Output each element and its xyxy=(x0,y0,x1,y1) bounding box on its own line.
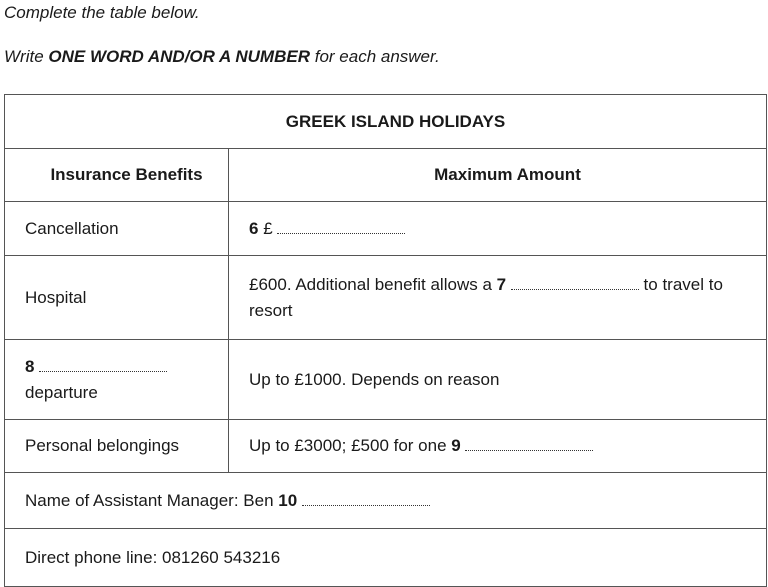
manager-text-before: Name of Assistant Manager: Ben xyxy=(25,490,279,510)
benefit-cancellation: Cancellation xyxy=(5,202,229,256)
currency-symbol: £ xyxy=(263,218,273,238)
table-title-row xyxy=(5,95,767,149)
question-number-6: 6 xyxy=(249,218,259,238)
benefit-personal-belongings: Personal belongings xyxy=(5,420,229,473)
table-row xyxy=(5,529,767,587)
benefit-departure xyxy=(5,340,229,420)
instruction-line-1: Complete the table below. xyxy=(4,3,200,22)
amount-personal-belongings xyxy=(229,420,767,473)
answer-blank-9[interactable] xyxy=(465,438,593,451)
instruction-word-limit: ONE WORD AND/OR A NUMBER xyxy=(48,47,310,66)
instruction-prefix: Write xyxy=(4,47,49,66)
personal-text-before: Up to £3000; £500 for one xyxy=(249,436,452,455)
hospital-text-after: to travel to resort xyxy=(249,274,723,320)
amount-hospital xyxy=(229,256,767,340)
header-insurance-benefits: Insurance Benefits xyxy=(5,149,229,202)
direct-phone-line: Direct phone line: 081260 543216 xyxy=(5,529,767,587)
benefit-hospital: Hospital xyxy=(5,256,229,340)
table-row xyxy=(5,420,767,473)
answer-blank-7[interactable] xyxy=(511,277,639,290)
table-header-row xyxy=(5,149,767,202)
header-maximum-amount: Maximum Amount xyxy=(229,149,767,202)
question-number-8: 8 xyxy=(25,356,35,376)
hospital-text-before: £600. Additional benefit allows a xyxy=(249,274,497,294)
answer-blank-6[interactable] xyxy=(277,221,405,234)
instruction-line-2 xyxy=(4,47,440,67)
answer-blank-10[interactable] xyxy=(302,493,430,506)
amount-cancellation xyxy=(229,202,767,256)
question-number-7: 7 xyxy=(496,274,507,294)
table-row xyxy=(5,340,767,420)
table-row xyxy=(5,256,767,340)
answer-blank-8[interactable] xyxy=(39,359,167,372)
table-title: GREEK ISLAND HOLIDAYS xyxy=(5,95,767,149)
amount-departure: Up to £1000. Depends on reason xyxy=(229,340,767,420)
question-number-9: 9 xyxy=(451,436,461,455)
holiday-insurance-table xyxy=(4,94,767,587)
assistant-manager-name xyxy=(5,473,767,529)
table-row xyxy=(5,473,767,529)
table-row xyxy=(5,202,767,256)
question-number-10: 10 xyxy=(278,490,298,510)
instruction-suffix: for each answer. xyxy=(310,47,440,66)
departure-label: departure xyxy=(25,382,98,402)
